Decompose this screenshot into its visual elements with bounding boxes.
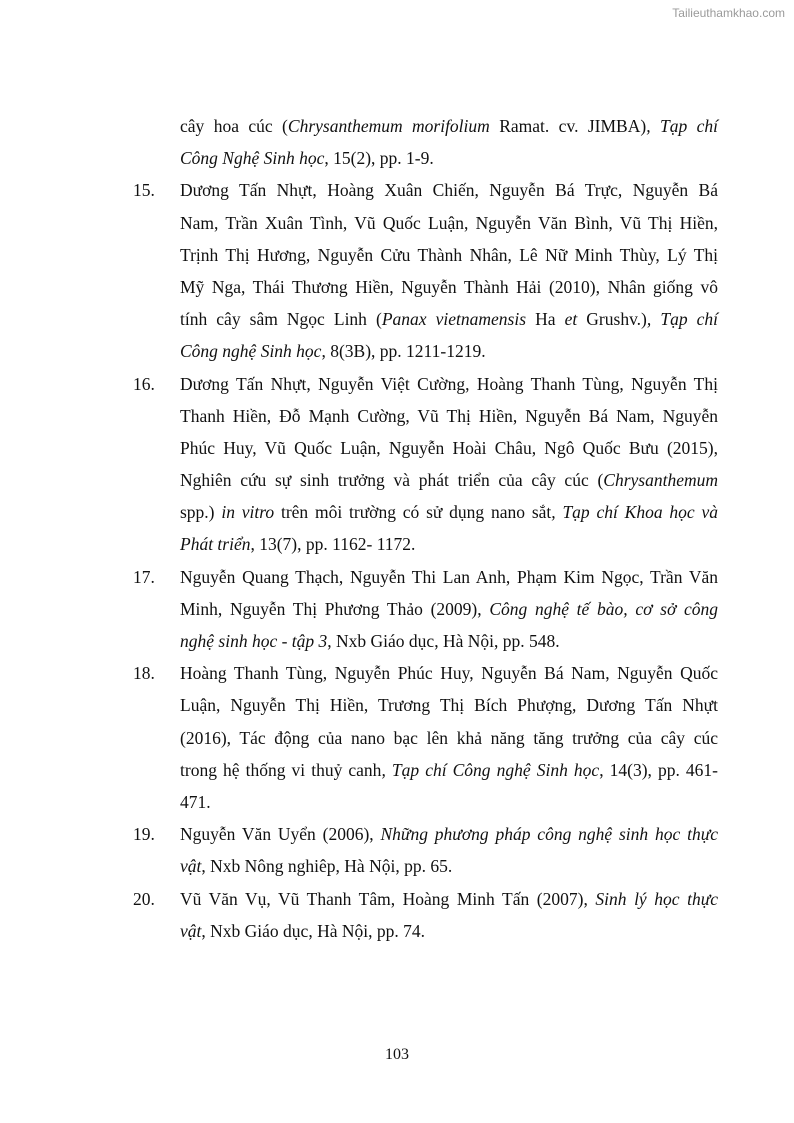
text-segment: trên môi trường có sử dụng nano sắt	[274, 502, 552, 523]
reference-line	[180, 335, 718, 367]
italic-text: Những phương pháp công nghệ sinh học thực	[380, 824, 719, 845]
text-segment: Grushv.)	[577, 309, 647, 330]
italic-text: nghệ sinh học - tập 3	[180, 631, 328, 651]
italic-text: Chrysanthemum morifolium	[287, 116, 490, 136]
reference-line	[180, 561, 718, 593]
text-segment: , 14(3), pp. 461-	[599, 759, 719, 780]
italic-text: , Tạp chí Khoa học và	[551, 502, 719, 523]
italic-text: in vitro	[221, 502, 275, 523]
text-segment: , 8(3B), pp. 1211-1219.	[321, 341, 486, 362]
reference-line	[180, 915, 718, 947]
reference-line	[180, 528, 718, 560]
reference-item	[0, 561, 794, 658]
italic-text: , Tạp chí	[646, 116, 718, 136]
reference-line	[180, 496, 718, 528]
text-segment: Nam, Trần Xuân Tình, Vũ Quốc Luận, Nguyễn Văn Bình, Vũ Thị Hiền,	[180, 212, 718, 233]
text-segment: Mỹ Nga, Thái Thương Hiền, Nguyễn Thành Hải (2010), Nhân giống vô	[180, 276, 718, 297]
text-segment: , Nxb Nông nghiêp, Hà Nội, pp. 65.	[201, 856, 453, 877]
text-segment: Luận, Nguyễn Thị Hiền, Trương Thị Bích Phượng, Dương Tấn Nhựt	[180, 695, 718, 716]
text-segment: , 15(2), pp. 1-9.	[324, 148, 434, 169]
italic-text: , Tạp chí	[646, 309, 719, 330]
italic-text: Công Nghệ Sinh học	[180, 148, 325, 169]
reference-line	[180, 625, 718, 657]
reference-line	[180, 174, 718, 206]
italic-text: Panax vietnamensis	[381, 309, 527, 330]
text-segment: , Nxb Giáo dục, Hà Nội, pp. 74.	[201, 920, 425, 941]
reference-item	[0, 368, 794, 561]
reference-number: 18.	[133, 663, 155, 684]
text-segment: cây hoa cúc (	[180, 116, 288, 136]
italic-text: Công nghệ tế bào, cơ sở công	[489, 598, 718, 619]
text-segment: Dương Tấn Nhựt, Hoàng Xuân Chiến, Nguyễn Bá Trực, Nguyễn Bá	[180, 180, 718, 201]
reference-item	[0, 174, 794, 367]
reference-item	[0, 883, 794, 947]
reference-number: 20.	[133, 888, 155, 909]
reference-line	[180, 432, 718, 464]
italic-text: Chrysanthemum	[603, 470, 718, 491]
reference-item	[0, 657, 794, 818]
text-segment: Ramat. cv. JIMBA)	[489, 116, 647, 136]
reference-number: 16.	[133, 373, 155, 394]
italic-text: Sinh lý học thực	[595, 888, 719, 909]
text-segment: Vũ Văn Vụ, Vũ Thanh Tâm, Hoàng Minh Tấn (2007),	[180, 888, 596, 909]
reference-line	[180, 689, 718, 721]
text-segment: Phúc Huy, Vũ Quốc Luận, Nguyễn Hoài Châu, Ngô Quốc Bưu (2015),	[180, 437, 718, 458]
reference-line	[180, 142, 718, 174]
text-segment: (2016), Tác động của nano bạc lên khả năng tăng trưởng của cây cúc	[180, 727, 718, 748]
text-segment: Nghiên cứu sự sinh trưởng và phát triển của cây cúc (	[180, 470, 604, 491]
reference-line	[180, 657, 718, 689]
text-segment: Dương Tấn Nhựt, Nguyễn Việt Cường, Hoàng Thanh Tùng, Nguyễn Thị	[180, 373, 718, 394]
text-segment: Hoàng Thanh Tùng, Nguyễn Phúc Huy, Nguyễn Bá Nam, Nguyễn Quốc	[180, 663, 718, 684]
reference-line	[180, 722, 718, 754]
reference-item	[0, 818, 794, 882]
italic-text: Phát triển	[180, 534, 251, 555]
reference-line	[180, 239, 718, 271]
reference-line	[180, 786, 718, 818]
reference-line	[180, 271, 718, 303]
italic-text: et	[564, 309, 578, 330]
reference-item	[0, 110, 794, 174]
reference-line	[180, 883, 718, 915]
reference-line	[180, 818, 718, 850]
reference-line	[180, 593, 718, 625]
page-number: 103	[385, 1046, 409, 1063]
text-segment: Nguyễn Văn Uyển (2006),	[180, 824, 381, 845]
reference-line	[180, 754, 718, 786]
reference-line	[180, 303, 718, 335]
watermark: Tailieuthamkhao.com	[672, 6, 785, 20]
reference-line	[180, 464, 718, 496]
text-segment: 471.	[180, 791, 211, 812]
italic-text: , Tạp chí Công nghệ Sinh học	[381, 759, 600, 780]
reference-number: 17.	[133, 566, 155, 587]
text-segment: Thanh Hiền, Đỗ Mạnh Cường, Vũ Thị Hiền, Nguyễn Bá Nam, Nguyễn	[180, 405, 718, 426]
text-segment: Ha	[526, 309, 565, 330]
italic-text: vật	[180, 920, 202, 941]
reference-number: 15.	[133, 180, 155, 201]
reference-number: 19.	[133, 824, 155, 845]
reference-list	[0, 110, 794, 947]
text-segment: Minh, Nguyễn Thị Phương Thảo (2009),	[180, 598, 490, 619]
text-segment: Nguyễn Quang Thạch, Nguyễn Thi Lan Anh, Phạm Kim Ngọc, Trần Văn	[180, 566, 718, 587]
reference-line	[180, 110, 718, 142]
text-segment: spp.)	[180, 502, 222, 523]
reference-line	[180, 207, 718, 239]
italic-text: vật	[180, 856, 202, 877]
text-segment: , 13(7), pp. 1162- 1172.	[250, 534, 416, 555]
reference-line	[180, 400, 718, 432]
italic-text: Công nghệ Sinh học	[180, 341, 322, 362]
reference-line	[180, 850, 718, 882]
text-segment: , Nxb Giáo dục, Hà Nội, pp. 548.	[327, 631, 560, 651]
reference-line	[180, 368, 718, 400]
text-segment: tính cây sâm Ngọc Linh (	[180, 309, 382, 330]
text-segment: Trịnh Thị Hương, Nguyễn Cửu Thành Nhân, Lê Nữ Minh Thùy, Lý Thị	[180, 244, 718, 265]
text-segment: trong hệ thống vi thuỷ canh	[180, 759, 382, 780]
